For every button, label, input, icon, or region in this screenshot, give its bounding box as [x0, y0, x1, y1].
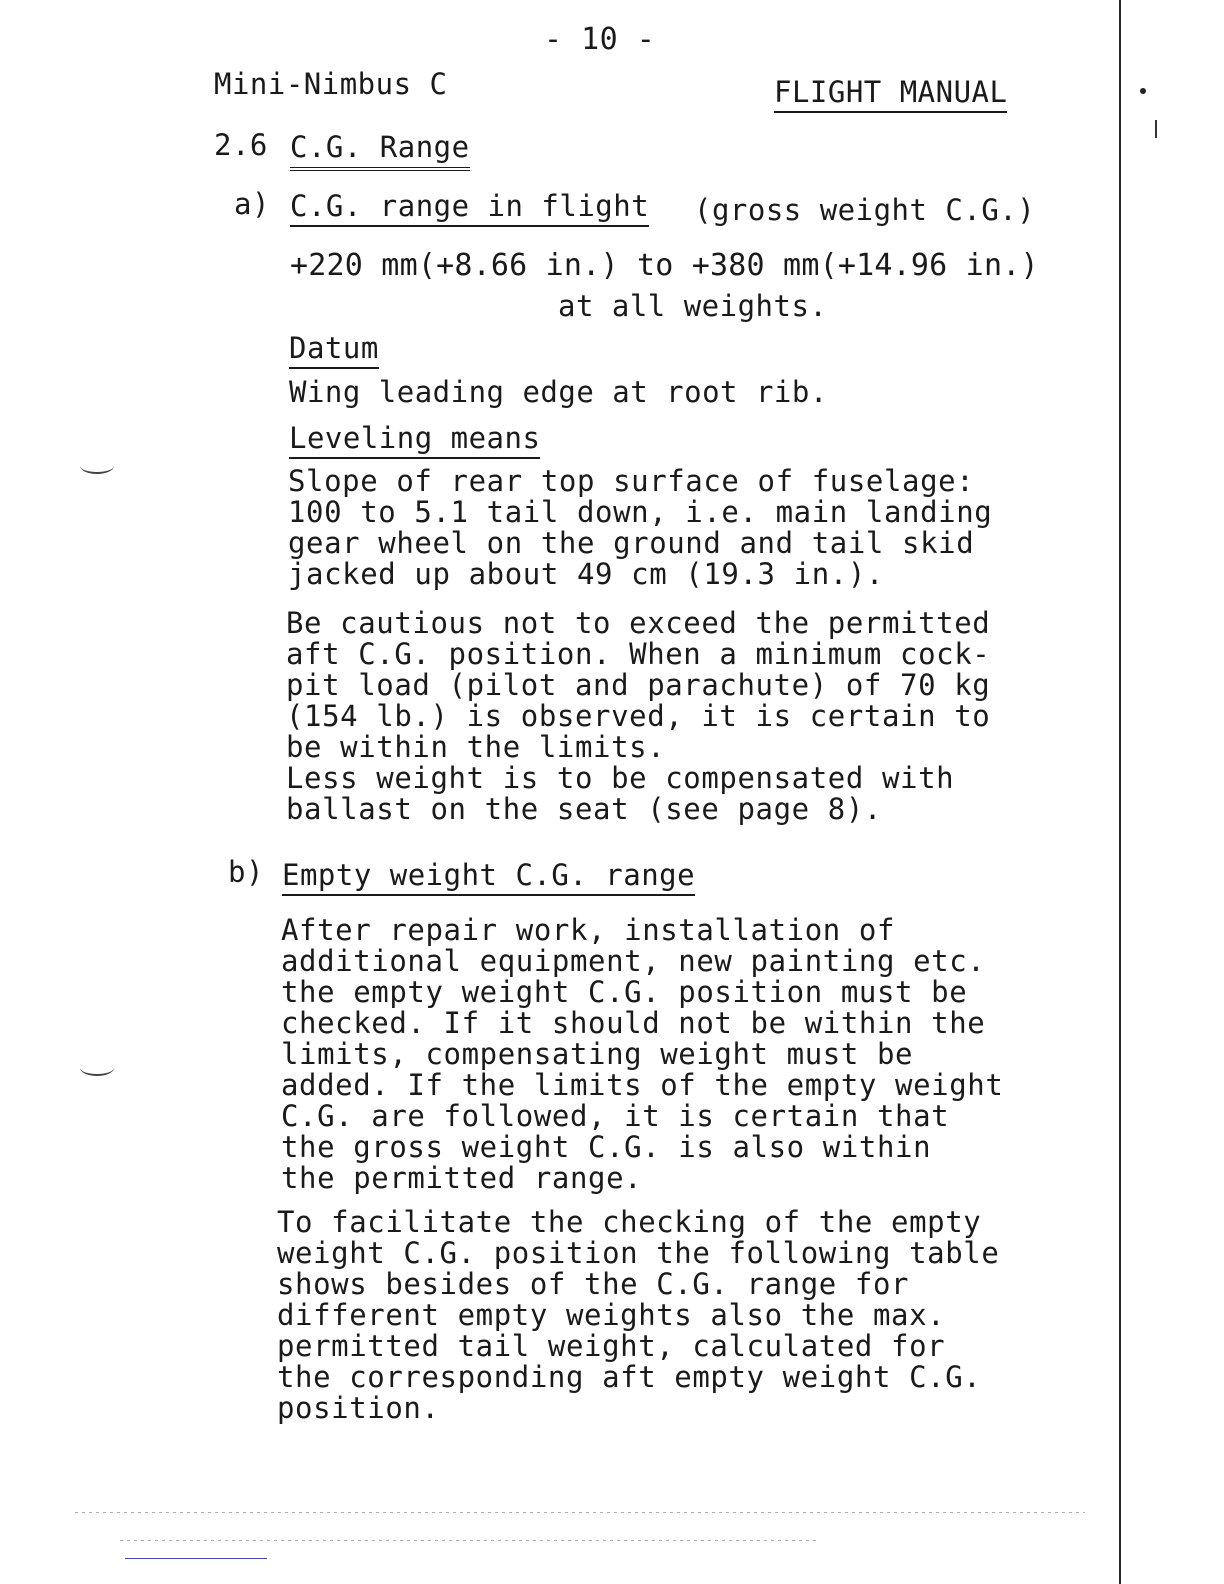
datum-text: Wing leading edge at root rib.	[289, 375, 828, 409]
punch-dot	[1140, 88, 1146, 94]
manual-title: FLIGHT MANUAL	[774, 75, 1007, 113]
aircraft-name: Mini-Nimbus C	[214, 67, 448, 101]
part-a-heading-suffix: (gross weight C.G.)	[694, 193, 1036, 227]
section-title: C.G. Range	[290, 130, 470, 171]
part-a-marker: a)	[234, 187, 270, 221]
leveling-heading: Leveling means	[289, 421, 540, 459]
part-a-heading: C.G. range in flight	[290, 189, 649, 227]
datum-heading: Datum	[289, 331, 379, 369]
empty-weight-paragraph-2: To facilitate the checking of the empty weight C.G. position the following table shows besides of the C.G. range for different empty weights also the max. permitted tail weight, calculated for the corresponding aft empty weight C.G. position.	[277, 1205, 1000, 1425]
part-b-marker: b)	[228, 855, 264, 889]
cg-range-line: +220 mm(+8.66 in.) to +380 mm(+14.96 in.)	[290, 248, 1039, 283]
leveling-text: Slope of rear top surface of fuselage: 100 to 5.1 tail down, i.e. main landing gear wheel on the ground and tail skid jacked up about 49 cm (19.3 in.).	[288, 464, 993, 591]
scan-noise	[75, 1512, 1085, 1513]
punch-hole-mark	[80, 1060, 114, 1076]
part-b-heading: Empty weight C.G. range	[282, 858, 695, 896]
page-number: - 10 -	[544, 22, 656, 57]
caution-text: Be cautious not to exceed the permitted aft C.G. position. When a minimum cock- pit load (pilot and parachute) of 70 kg (154 lb.) is observed, it is certain to be within the limits. Less weight is to be compensated with ballast on the seat (see page 8).	[286, 606, 991, 826]
cg-range-note: at all weights.	[558, 289, 828, 323]
scan-blue-line	[125, 1558, 267, 1559]
scan-noise	[120, 1540, 820, 1541]
binding-edge-line	[1119, 0, 1121, 1584]
punch-hole-mark	[80, 458, 114, 474]
section-number: 2.6	[214, 128, 268, 162]
binding-edge-mark	[1155, 120, 1157, 138]
empty-weight-paragraph-1: After repair work, installation of additional equipment, new painting etc. the empty weight C.G. position must be checked. If it should not be within the limits, compensating weight must be added. If the limits of the empty weight C.G. are followed, it is certain that the gross weight C.G. is also within the permitted range.	[281, 913, 1004, 1195]
